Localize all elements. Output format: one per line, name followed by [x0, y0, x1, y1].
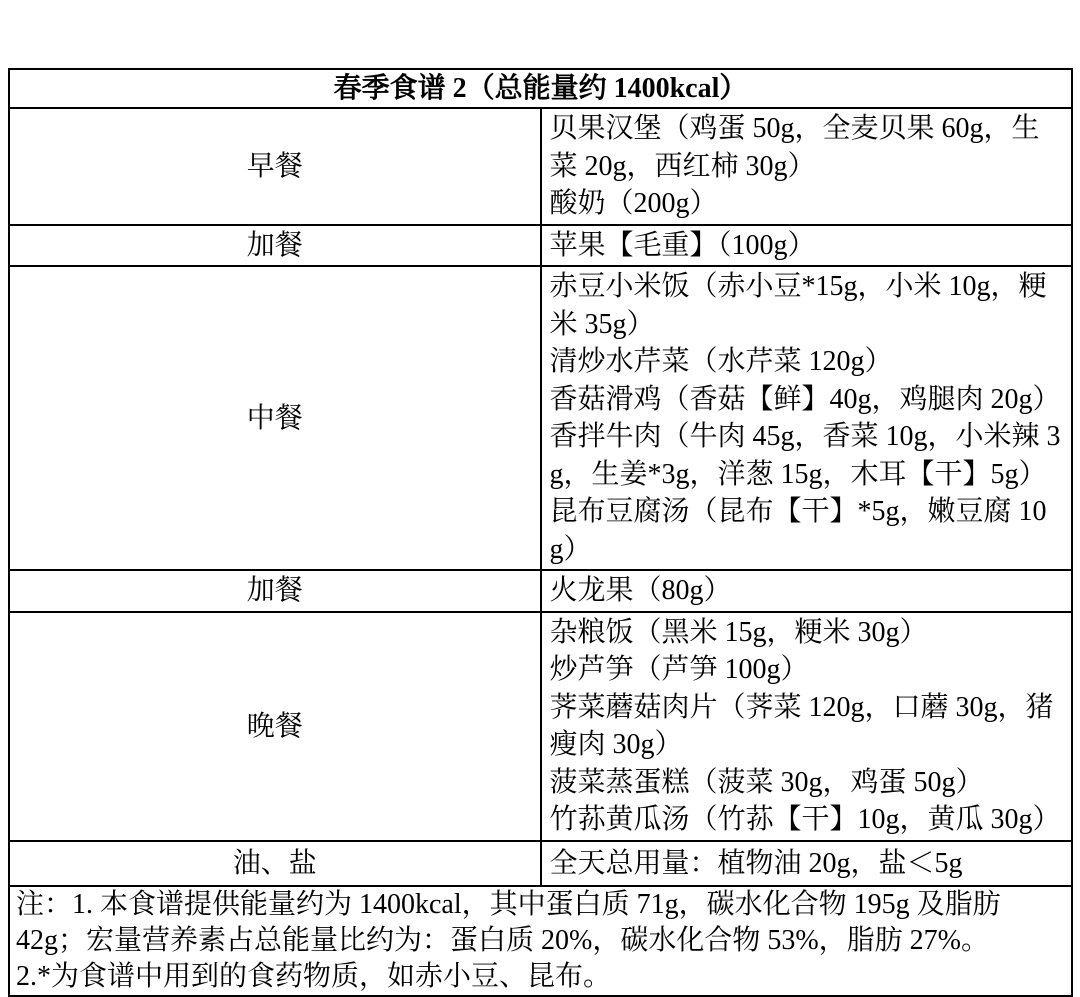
- dish-line: 杂粮饭（黑米 15g，粳米 30g）: [549, 616, 928, 648]
- dish-line: 火龙果（80g）: [549, 575, 732, 606]
- table-row-lunch: [9, 266, 1072, 570]
- dish-line: 酸奶（200g）: [549, 188, 718, 219]
- dish-line: 昆布豆腐汤（昆布【干】*5g，嫩豆腐 10g）: [549, 496, 1047, 565]
- meal-label-oil-salt: 油、盐: [9, 841, 541, 887]
- meal-label-dinner: 晚餐: [9, 612, 541, 841]
- dish-line: 香拌牛肉（牛肉 45g，香菜 10g，小米辣 3g，生姜*3g，洋葱 15g，木耳【干】5g）: [549, 421, 1061, 490]
- meal-dishes-oil-salt: [541, 841, 1073, 887]
- dish-line: 全天总用量：植物油 20g，盐＜5g: [549, 847, 963, 879]
- meal-dishes-snack-2: [541, 570, 1073, 612]
- meal-dishes-snack-1: [541, 225, 1073, 267]
- dish-line: 荠菜蘑菇肉片（荠菜 120g，口蘑 30g，猪瘦肉 30g）: [549, 691, 1054, 760]
- dish-line: 菠菜蒸蛋糕（菠菜 30g，鸡蛋 50g）: [549, 766, 984, 798]
- footnote-line: 注：1. 本食谱提供能量约为 1400kcal，其中蛋白质 71g，碳水化合物 195g 及脂肪: [16, 889, 1001, 920]
- table-row-title: [9, 69, 1072, 108]
- table-row-note: [9, 886, 1072, 996]
- footnote: [9, 886, 1072, 996]
- dish-line: 香菇滑鸡（香菇【鲜】40g，鸡腿肉 20g）: [549, 383, 1061, 415]
- footnote-line: 2.*为食谱中用到的食药物质，如赤小豆、昆布。: [16, 961, 612, 992]
- dish-line: 苹果【毛重】（100g）: [549, 229, 816, 261]
- table-row-dinner: [9, 612, 1072, 841]
- table-row-snack-1: [9, 225, 1072, 267]
- meal-label-breakfast: 早餐: [9, 108, 541, 225]
- meal-plan-table: [8, 68, 1073, 997]
- dish-line: 炒芦笋（芦笋 100g）: [549, 654, 809, 685]
- dish-line: 竹荪黄瓜汤（竹荪【干】10g，黄瓜 30g）: [549, 804, 1061, 835]
- meal-label-lunch: 中餐: [9, 266, 541, 570]
- footnote-line: 42g；宏量营养素占总能量比约为：蛋白质 20%，碳水化合物 53%，脂肪 27%。: [16, 925, 989, 956]
- table-row-breakfast: [9, 108, 1072, 225]
- table-row-snack-2: [9, 570, 1072, 612]
- meal-dishes-lunch: [541, 266, 1073, 570]
- table-row-oil-salt: [9, 841, 1072, 887]
- meal-dishes-breakfast: [541, 108, 1073, 225]
- meal-label-snack-2: 加餐: [9, 570, 541, 612]
- dish-line: 清炒水芹菜（水芹菜 120g）: [549, 346, 893, 377]
- meal-label-snack-1: 加餐: [9, 225, 541, 267]
- meal-dishes-dinner: [541, 612, 1073, 841]
- dish-line: 贝果汉堡（鸡蛋 50g，全麦贝果 60g，生菜 20g，西红柿 30g）: [549, 113, 1040, 182]
- dish-line: 赤豆小米饭（赤小豆*15g，小米 10g，粳米 35g）: [549, 271, 1047, 340]
- table-title: 春季食谱 2（总能量约 1400kcal）: [9, 69, 1072, 108]
